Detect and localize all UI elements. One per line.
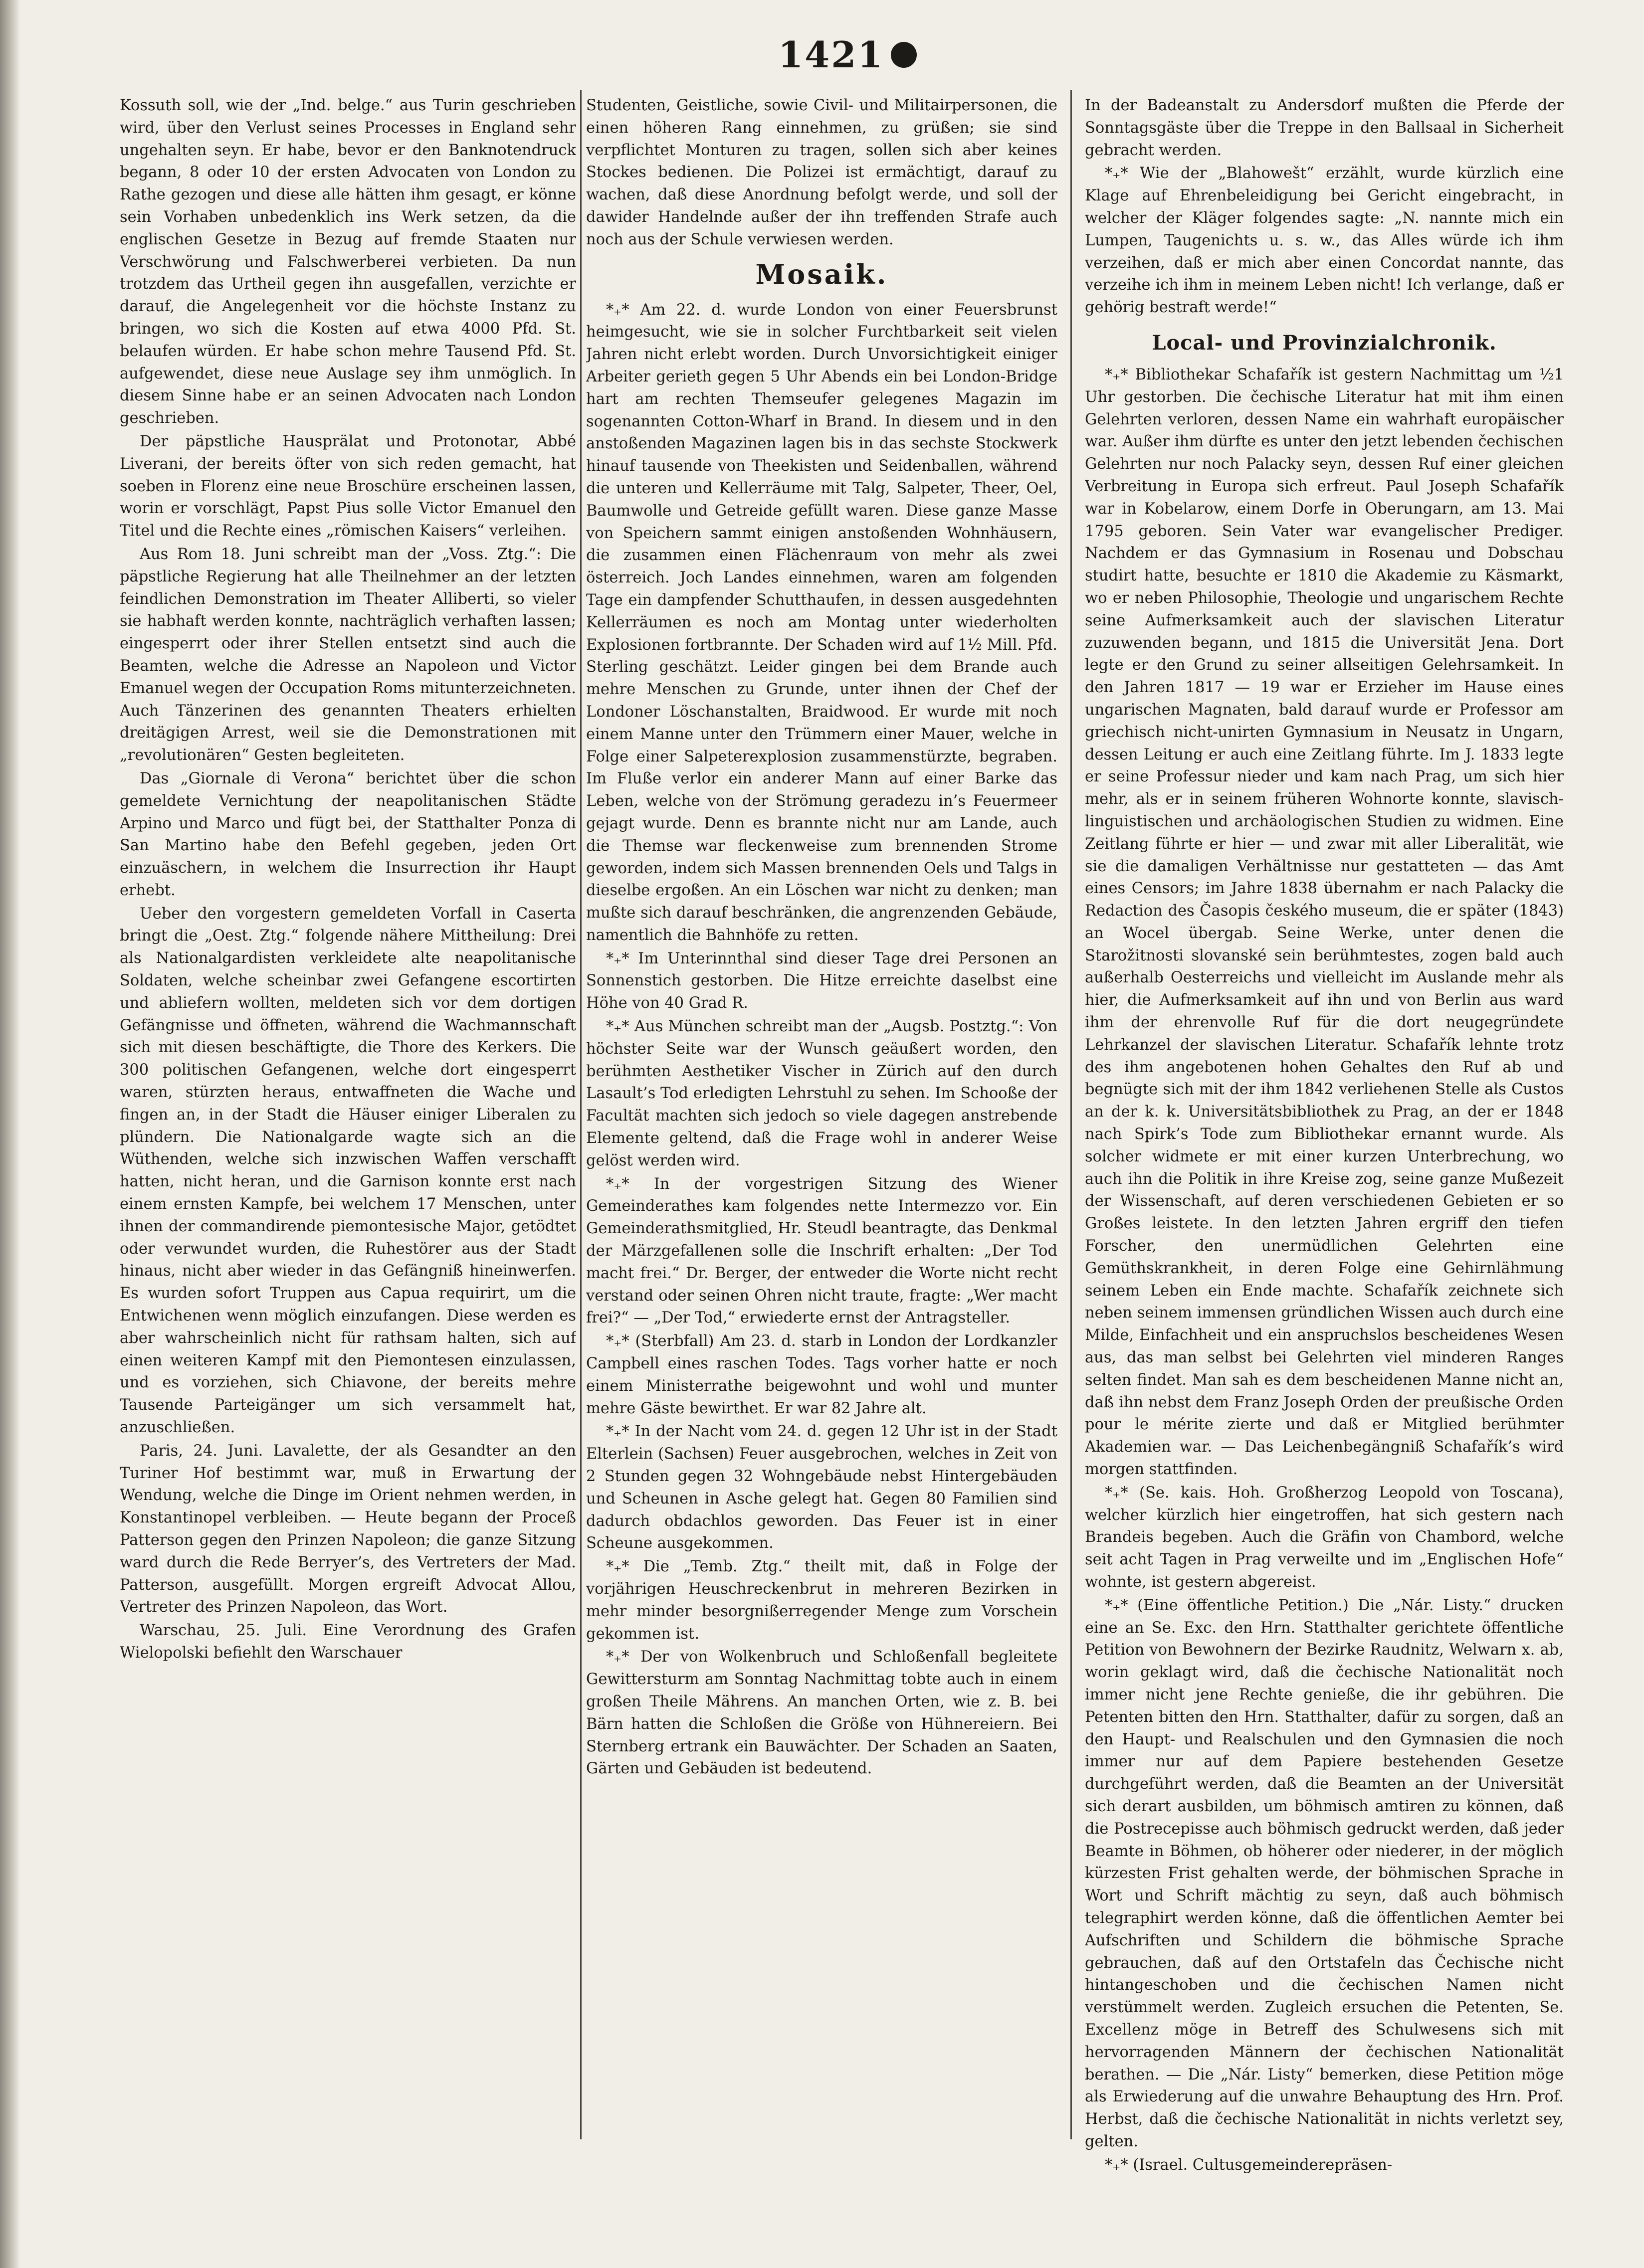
section-heading-localchronik: Local- und Provinzialchronik.: [1152, 331, 1497, 355]
article-muenchen: *₊* Aus München schreibt man der „Augsb. Postztg.“: Von höchster Seite war der Wunsch geäußert worden, den berühmten Aesthetiker Vischer in Zürich auf den durch Lasault’s Tod erledigten Lehrstuhl zu sehen. Im Schooße der Facultät machten sich jedoch so viele dagegen anstrebende Elemente geltend, daß die Frage wohl in anderer Weise gelöst werden wird.: [586, 1018, 1057, 1169]
article-warschau-cont: Studenten, Geistliche, sowie Civil- und Militairpersonen, die einen höheren Rang einnehmen, zu grüßen; sie sind verpflichtet Monturen zu tragen, sollen sich aber keines Stockes bedienen. Die Polizei ist ermächtigt, darauf zu wachen, daß diese Anordnung befolgt werde, und soll der dawider Handelnde außer der ihn treffenden Strafe auch noch aus der Schule verwiesen werden.: [586, 97, 1057, 248]
article-blahowest: *₊* Wie der „Blahowešt“ erzählt, wurde kürzlich eine Klage auf Ehrenbeleidigung bei Gericht eingebracht, in welcher der Kläger folgendes sagte: „N. nannte mich ein Lumpen, Taugenichts u. s. w., das Alles würde ich ihm verzeihen, daß er mich aber einen Concordat nannte, das verzeihe ich ihm in meinem Leben nicht! Ich verlange, daß er gehörig bestraft werde!“: [1085, 165, 1564, 317]
column-rule: [580, 90, 582, 2139]
article-andersdorf: In der Badeanstalt zu Andersdorf mußten die Pferde der Sonntagsgäste über die Treppe in den Ballsaal in Sicherheit gebracht werden.: [1085, 97, 1564, 159]
column-3: [1085, 95, 1564, 2179]
column-1: [120, 95, 576, 2179]
article-london-fire: *₊* Am 22. d. wurde London von einer Feuersbrunst heimgesucht, wie sie in solcher Furchtbarkeit seit vielen Jahren nicht erlebt worden. Durch Unvorsichtigkeit einiger Arbeiter gerieth gegen 5 Uhr Abends ein bei London-Bridge hart am rechten Themseufer gelegenes Magazin im sogenannten Cotton-Wharf in Brand. In diesem und in den anstoßenden Magazinen lagen bis in das sechste Stockwerk hinauf tausende von Theekisten und Seidenballen, während die unteren und Kellerräume mit Talg, Salpeter, Theer, Oel, Baumwolle und Getreide gefüllt waren. Diese ganze Masse von Speichern sammt einigen anstoßenden Wohnhäusern, die zusammen einen Flächenraum von mehr als zwei österreich. Joch Landes einnehmen, waren am folgenden Tage ein dampfender Schutthaufen, in dessen ausgedehnten Kellerräumen es noch am Montag unter wiederholten Explosionen fortbrannte. Der Schaden wird auf 1½ Mill. Pfd. Sterling geschätzt. Leider gingen bei dem Brande auch mehre Menschen zu Grunde, unter ihnen der Chef der Londoner Löschanstalten, Braidwood. Er wurde mit noch einem Manne unter den Trümmern einer Mauer, welche in Folge einer Salpeterexplosion zusammenstürzte, begraben. Im Fluße verlor ein anderer Mann auf einer Barke das Leben, welche von der Strömung geradezu in’s Feuermeer gejagt wurde. Denn es brannte nicht nur am Lande, auch die Themse war fleckenweise zum brennenden Strome geworden, indem sich Massen brennenden Oels und Talgs in dieselbe ergoßen. An ein Löschen war nicht zu denken; man mußte sich darauf beschränken, die angrenzenden Gebäude, namentlich die Bahnhöfe zu retten.: [586, 301, 1057, 944]
article-kossuth: Kossuth soll, wie der „Ind. belge.“ aus Turin geschrieben wird, über den Verlust seines Processes in England sehr ungehalten seyn. Er habe, bevor er den Banknotendruck begann, 8 oder 10 der ersten Advocaten von London zu Rathe gezogen und diese alle hätten ihm gesagt, er könne sein Vorhaben unbedenklich ins Werk setzen, da die englischen Gesetze in Bezug auf fremde Staaten nur Verschwörung und Falschwerberei verbieten. Da nun trotzdem das Urtheil gegen ihn ausgefallen, verzichte er darauf, die Angelegenheit vor die höchste Instanz zu bringen, wo sich die Kosten auf etwa 4000 Pfd. St. belaufen würden. Er habe schon mehre Tausend Pfd. St. aufgewendet, diese neue Auslage sey ihm unmöglich. In diesem Sinne habe er an seinen Advocaten nach London geschrieben.: [120, 97, 576, 427]
page-number-text: 1421: [778, 33, 884, 76]
article-rom: Aus Rom 18. Juni schreibt man der „Voss. Ztg.“: Die päpstliche Regierung hat alle Theilnehmer an der letzten feindlichen Demonstration im Theater Alliberti, so vieler sie habhaft werden konnte, nachträglich verhaften lassen; eingesperrt oder ihrer Stellen entsetzt sind auch die Beamten, welche die Adresse an Napoleon und Victor Emanuel wegen der Occupation Roms mitunterzeichneten. Auch Tänzerinen des genannten Theaters erhielten dreitägigen Arrest, weil sie die Demonstrationen mit „revolutionären“ Gesten begleiteten.: [120, 545, 576, 764]
article-cultusgemeinde: *₊* (Israel. Cultusgemeinderepräsen-: [1105, 2156, 1393, 2174]
article-elterlein: *₊* In der Nacht vom 24. d. gegen 12 Uhr ist in der Stadt Elterlein (Sachsen) Feuer ausgebrochen, welches in Zeit von 2 Stunden gegen 32 Wohngebäude nebst Hintergebäuden und Scheunen in Asche gelegt hat. Gegen 80 Familien sind dadurch obdachlos geworden. Das Feuer ist in einer Scheune ausgekommen.: [586, 1423, 1057, 1552]
column-rule: [1070, 90, 1072, 2139]
section-heading-mosaik: Mosaik.: [755, 258, 888, 290]
column-2: [586, 95, 1057, 2179]
article-gewitter: *₊* Der von Wolkenbruch und Schloßenfall begleitete Gewittersturm am Sonntag Nachmittag tobte auch in einem großen Theile Mährens. An manchen Orten, wie z. B. bei Bärn hatten die Schloßen die Größe von Hühnereiern. Bei Sternberg ertrank ein Bauwächter. Der Schaden an Saaten, Gärten und Gebäuden ist bedeutend.: [586, 1648, 1057, 1778]
article-warschau: Warschau, 25. Juli. Eine Verordnung des Grafen Wielopolski befiehlt den Warschauer: [120, 1622, 576, 1662]
page-number: [778, 35, 917, 75]
article-heuschrecken: *₊* Die „Temb. Ztg.“ theilt mit, daß in Folge der vorjährigen Heuschreckenbrut in mehreren Bezirken in mehr minder besorgnißerregender Menge zum Vorschein gekommen ist.: [586, 1558, 1057, 1643]
article-liverani: Der päpstliche Hausprälat und Protonotar, Abbé Liverani, der bereits öfter von sich reden gemacht, hat soeben in Florenz eine neue Broschüre erscheinen lassen, worin er vorschlägt, Papst Pius solle Victor Emanuel den Titel und die Rechte eines „römischen Kaisers“ verleihen.: [120, 432, 576, 540]
article-unterinnthal: *₊* Im Unterinnthal sind dieser Tage drei Personen an Sonnenstich gestorben. Die Hitze erreichte daselbst eine Höhe von 40 Grad R.: [586, 949, 1057, 1012]
bullet-dot-icon: [891, 42, 917, 68]
article-paris: Paris, 24. Juni. Lavalette, der als Gesandter an den Turiner Hof bestimmt war, muß in Erwartung der Wendung, welche die Dinge im Orient nehmen werden, in Konstantinopel verbleiben. — Heute begann der Proceß Patterson gegen den Prinzen Napoleon; die ganze Sitzung ward durch die Rede Berryer’s, des Vertreters der Mad. Patterson, ausgefüllt. Morgen ergreift Advocat Allou, Vertreter des Prinzen Napoleon, das Wort.: [120, 1442, 576, 1616]
article-caserta: Ueber den vorgestern gemeldeten Vorfall in Caserta bringt die „Oest. Ztg.“ folgende nähere Mittheilung: Drei als Nationalgardisten verkleidete alte neapolitanische Soldaten, welche scheinbar zwei Gefangene escortirten und abliefern wollten, meldeten sich vor dem dortigen Gefängnisse und öffneten, während die Wachmannschaft sich mit diesen beschäftigte, die Thore des Kerkers. Die 300 politischen Gefangenen, welche dort eingesperrt waren, stürzten heraus, entwaffneten die Wache und fingen an, in der Stadt die Häuser einiger Liberalen zu plündern. Die Nationalgarde wagte sich an die Wüthenden, welche sich inzwischen Waffen verschafft hatten, nicht heran, und die Garnison konnte erst nach einem ernsten Kampfe, bei welchem 17 Menschen, unter ihnen der commandirende piemontesische Major, getödtet oder verwundet wurden, die Ruhestörer aus der Stadt hinaus, nicht aber wieder in das Gefängniß hineinwerfen. Es wurden sofort Truppen aus Capua requirirt, um die Entwichenen wenn möglich einzufangen. Diese werden es aber wahrscheinlich nicht für rathsam halten, sich auf einen weiteren Kampf mit den Piemontesen einzulassen, und es vorziehen, sich Chiavone, der bereits mehre Tausende Parteigänger um sich versammelt hat, anzuschließen.: [120, 905, 576, 1437]
binding-gutter: [0, 0, 20, 2268]
article-sterbfall: *₊* (Sterbfall) Am 23. d. starb in London der Lordkanzler Campbell eines raschen Todes. Tags vorher hatte er noch einem Ministerrathe beigewohnt und wohl und munter mehre Gäste bewirthet. Er war 82 Jahre alt.: [586, 1332, 1057, 1417]
article-grossherzog: *₊* (Se. kais. Hoh. Großherzog Leopold von Toscana), welcher kürzlich hier eingetroffen, hat sich gestern nach Brandeis begeben. Auch die Gräfin von Chambord, welche seit acht Tagen in Prag verweilte und im „Englischen Hofe“ wohnte, ist gestern abgereist.: [1085, 1484, 1564, 1591]
article-verona: Das „Giornale di Verona“ berichtet über die schon gemeldete Vernichtung der neapolitanischen Städte Arpino und Marco und fügt bei, der Statthalter Ponza di San Martino habe den Befehl gegeben, jeden Ort einzuäschern, in welchem die Insurrection ihr Haupt erhebt.: [120, 769, 576, 899]
article-gemeinderath: *₊* In der vorgestrigen Sitzung des Wiener Gemeinderathes kam folgendes nette Intermezzo vor. Ein Gemeinderathsmitglied, Hr. Steudl beantragte, das Denkmal der Märzgefallenen solle die Inschrift erhalten: „Der Tod macht frei.“ Dr. Berger, der entweder die Worte nicht recht verstand oder seinen Ohren nicht traute, fragte: „Wer macht frei?“ — „Der Tod,“ erwiederte ernst der Antragsteller.: [586, 1175, 1057, 1327]
article-petition: *₊* (Eine öffentliche Petition.) Die „Nár. Listy.“ drucken eine an Se. Exc. den Hrn. Statthalter gerichtete öffentliche Petition von Bewohnern der Bezirke Raudnitz, Welwarn x. ab, worin geklagt wird, daß die čechische Nationalität noch immer nicht jene Rechte genieße, die ihr gebühren. Die Petenten bitten den Hrn. Statthalter, dafür zu sorgen, daß an den Haupt- und Realschulen und den Gymnasien die noch immer nur auf dem Papiere bestehenden Gesetze durchgeführt werden, daß die Beamten an der Universität sich derart ausbilden, um böhmisch amtiren zu können, daß die Postrecepisse auch böhmisch gedruckt werden, daß jeder Beamte in Böhmen, ob höherer oder niederer, in der möglich kürzesten Frist gehalten werde, der böhmischen Sprache in Wort und Schrift mächtig zu seyn, daß auch böhmisch telegraphirt werden könne, daß die öffentlichen Aemter bei Aufschriften und Schildern die böhmische Sprache gebrauchen, daß auf den Ortstafeln das Čechische nicht hintangeschoben und die čechischen Namen nicht verstümmelt werden. Zugleich ersuchen die Petenten, Se. Excellenz möge in Betreff des Schulwesens sich mit hervorragenden Männern der čechischen Nationalität berathen. — Die „Nár. Listy“ bemerken, diese Petition möge als Erwiederung auf die unwahre Behauptung des Hrn. Prof. Herbst, daß die čechische Nationalität in nichts verletzt sey, gelten.: [1085, 1596, 1564, 2150]
article-schafarik: *₊* Bibliothekar Schafařík ist gestern Nachmittag um ½1 Uhr gestorben. Die čechische Literatur hat mit ihm einen Gelehrten verloren, dessen Name ein wahrhaft europäischer war. Außer ihm dürfte es unter den jetzt lebenden čechischen Gelehrten nur noch Palacky seyn, dessen Ruf einer gleichen Verbreitung in Europa sich erfreut. Paul Joseph Schafařík war in Kobelarow, einem Dorfe in Oberungarn, am 13. Mai 1795 geboren. Sein Vater war evangelischer Prediger. Nachdem er das Gymnasium in Rosenau und Dobschau studirt hatte, besuchte er 1810 die Akademie zu Käsmarkt, wo er neben Philosophie, Theologie und ungarischem Rechte seine Aufmerksamkeit auch der slavischen Literatur zuzuwenden begann, und 1815 die Universität Jena. Dort legte er den Grund zu seiner allseitigen Gelehrsamkeit. In den Jahren 1817 — 19 war er Erzieher im Hause eines ungarischen Magnaten, bald darauf wurde er Professor am griechisch nicht-unirten Gymnasium in Neusatz in Ungarn, dessen Leitung er auch eine Zeitlang führte. Im J. 1833 legte er seine Professur nieder und kam nach Prag, um sich hier mehr, als er in seinem früheren Wohnorte konnte, slavisch-linguistischen und archäologischen Studien zu widmen. Eine Zeitlang führte er hier — und zwar mit aller Liberalität, wie sie die damaligen Verhältnisse nur gestatteten — das Amt eines Censors; im Jahre 1838 übernahm er nach Palacky die Redaction des Časopis českého museum, die er später (1843) an Wocel übergab. Seine Werke, unter denen die Starožitnosti slovanské sein berühmtestes, zogen bald auch außerhalb Oesterreichs und vielleicht im Auslande mehr als hier, die Aufmerksamkeit auf ihn und von Berlin aus ward ihm der ehrenvolle Ruf für die dort neugegründete Lehrkanzel der slavischen Literatur. Schafařík lehnte trotz des ihm angebotenen hohen Gehaltes den Ruf ab und begnügte sich mit der ihm 1842 verliehenen Stelle als Custos an der k. k. Universitätsbibliothek zu Prag, an der er 1848 nach Spirk’s Tode zum Bibliothekar ernannt wurde. Als solcher widmete er mit einer kurzen Unterbrechung, wo auch ihn die Politik in ihre Kreise zog, seine ganze Mußezeit der Wissenschaft, auf deren verschiedenen Gebieten er so Großes leistete. In den letzten Jahren ergriff den tiefen Forscher, den unermüdlichen Gelehrten eine Gemüthskrankheit, in deren Folge eine Gehirnlähmung seinem Leben ein Ende machte. Schafařík zeichnete sich neben seinem immensen gründlichen Wissen auch durch eine Milde, Einfachheit und ein anspruchslos bescheidenes Wesen aus, das man selbst bei Gelehrten viel minderen Ranges selten findet. Man sah es dem bescheidenen Manne nicht an, daß ihn nebst dem Franz Joseph Orden der preußische Orden pour le mérite zierte und daß er Mitglied berühmter Akademien war. — Das Leichenbegängniß Schafařík’s wird morgen stattfinden.: [1085, 366, 1564, 1479]
